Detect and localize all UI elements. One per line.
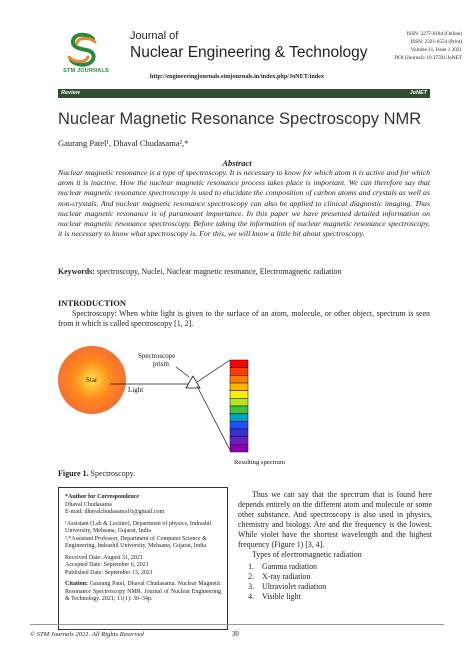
accepted-date: Accepted Date: September 6, 2021 <box>65 562 149 568</box>
spectrum-bars <box>230 360 248 452</box>
published-date: Published Date: September 13, 2021 <box>65 569 153 576</box>
list-item: 4. Visible light <box>256 592 432 602</box>
spectrum-band <box>230 421 248 429</box>
authors: Gaurang Patel¹, Dhaval Chudasama²,* <box>58 138 189 148</box>
spectrum-band <box>230 398 248 406</box>
light-label: Light <box>128 386 144 394</box>
prism-pointer <box>176 367 189 377</box>
figure-caption-text: Spectroscopy. <box>88 469 136 478</box>
article-type-label: Review <box>61 90 80 96</box>
dispersed-ray-bottom <box>197 386 230 450</box>
prism-label-1: Spectroscope <box>138 352 176 360</box>
volume-issue: Volume 11, Issue 1 2021 <box>410 47 462 53</box>
journal-of-label: Journal of <box>130 30 179 42</box>
journal-abbrev-label: JoNET <box>409 90 427 96</box>
spectrum-band <box>230 383 248 391</box>
received-date: Received Date: August 31, 2021 <box>65 554 143 561</box>
keywords-label: Keywords: <box>58 267 95 276</box>
list-item: 3. Ultraviolet radiation <box>256 582 432 592</box>
keywords-list: spectroscopy, Nuclei, Nuclear magnetic resonance, Electromagnetic radiation <box>94 267 342 276</box>
introduction-heading: INTRODUCTION <box>58 298 127 308</box>
dispersed-ray-top <box>197 360 230 382</box>
logo-text: STM JOURNALS <box>63 68 109 74</box>
spectrum-label: Resulting spectrum <box>234 459 286 466</box>
abstract-heading: Abstract <box>222 158 252 168</box>
introduction-text: Spectroscopy: When white light is given to the surface of an atom, molecule, or other object, spectrum is seen from it which is called spectroscopy [1, 2]. <box>58 309 430 328</box>
spectrum-band <box>230 406 248 414</box>
spectrum-band <box>230 437 248 445</box>
corr-aff2: ²,*Assistant Professor, Department of Computer Science & Engineering, Indrashil University, Mehsana, Gujarat, India <box>65 535 207 549</box>
article-title: Nuclear Magnetic Resonance Spectroscopy NMR <box>58 110 422 128</box>
correspondence-box <box>58 487 228 630</box>
issn-block <box>352 30 462 62</box>
right-column <box>238 490 432 602</box>
list-item: 2. X-ray radiation <box>256 572 432 582</box>
citation-text: Gaurang Patel, Dhaval Chudasama. Nuclear Magnetic Resonance Spectroscopy NMR. Journal of Nuclear Engineering & Technology. 2021; 11(1): 30–34p. <box>65 581 221 602</box>
types-heading: Types of electromagnetic radiation <box>252 550 362 559</box>
spectrum-band <box>230 360 248 368</box>
corr-name: Dhaval Chudasama <box>65 501 112 508</box>
spectrum-band <box>230 444 248 452</box>
abstract-text: Nuclear magnetic resonance is a type of spectroscopy. It is necessary to know for which atom it is active and for which atom it is inactive. How the nuclear magnetic resonance process takes place is important. We can therefore say that nuclear magnetic resonance spectroscopy is used to elucidate the composition of carbon atoms and crystals as well as non-crystals. And nuclear magnetic resonance spectroscopy can also be applied to clinical diagnostic imaging. Thus nuclear magnetic resonance is of paramount importance. In this paper we have presented detailed information on nuclear magnetic resonance spectroscopy. Before taking the information of nuclear magnetic resonance spectroscopy, it is necessary to know what spectroscopy is. For this, we will know a little bit about spectroscopy. <box>58 168 430 239</box>
stm-journals-logo-icon <box>62 30 108 70</box>
body-paragraph: Thus we can say that the spectrum that is found here depends entirely on the different atom and molecule or some other substance. And spectroscopy is also used in physics, chemistry and biology. Are and the frequency is the lowest. While violet have the shortest wavelength and the highest frequency (Figure 1) [3, 4]. <box>238 490 432 549</box>
star-label: Star <box>86 376 98 384</box>
journal-url-link[interactable]: http://engineeringjournals.stmjournals.in/index.php/JoNET/index <box>149 73 325 80</box>
spectroscopy-figure <box>58 340 378 470</box>
citation-label: Citation: <box>65 581 88 587</box>
figure-caption-label: Figure 1. <box>58 469 89 478</box>
footer-divider <box>30 624 444 625</box>
types-list <box>238 562 432 602</box>
list-item: 1. Gamma radiation <box>256 562 432 572</box>
corr-heading: *Author for Correspondence <box>65 494 139 500</box>
journal-name: Nuclear Engineering & Technology <box>130 44 368 61</box>
spectrum-band <box>230 391 248 399</box>
issn-print: ISSN: 2321-6554 (Print) <box>410 39 462 45</box>
issn-online: ISSN: 2277-6184 (Online) <box>406 31 462 37</box>
prism-label-2: prism <box>153 360 169 368</box>
footer-copyright: © STM Journals 2021. All Rights Reserved <box>30 631 144 638</box>
figure-caption <box>58 469 135 478</box>
corr-email: E-mail: dhavalchudasama16@gmail.com <box>65 509 165 515</box>
keywords <box>58 267 430 276</box>
spectrum-band <box>230 375 248 383</box>
page-number: 30 <box>232 631 239 638</box>
prism-shape <box>186 376 200 388</box>
spectrum-band <box>230 429 248 437</box>
spectrum-band <box>230 414 248 422</box>
doi: DOI (Journal): 10.37591/JoNET <box>394 55 462 61</box>
spectrum-band <box>230 368 248 376</box>
article-type-bar <box>58 89 430 98</box>
corr-aff1: ¹Assistant (Lab & Lecture), Department of physics, Indrashil University, Mehsana, Gujarat, India <box>65 520 212 534</box>
